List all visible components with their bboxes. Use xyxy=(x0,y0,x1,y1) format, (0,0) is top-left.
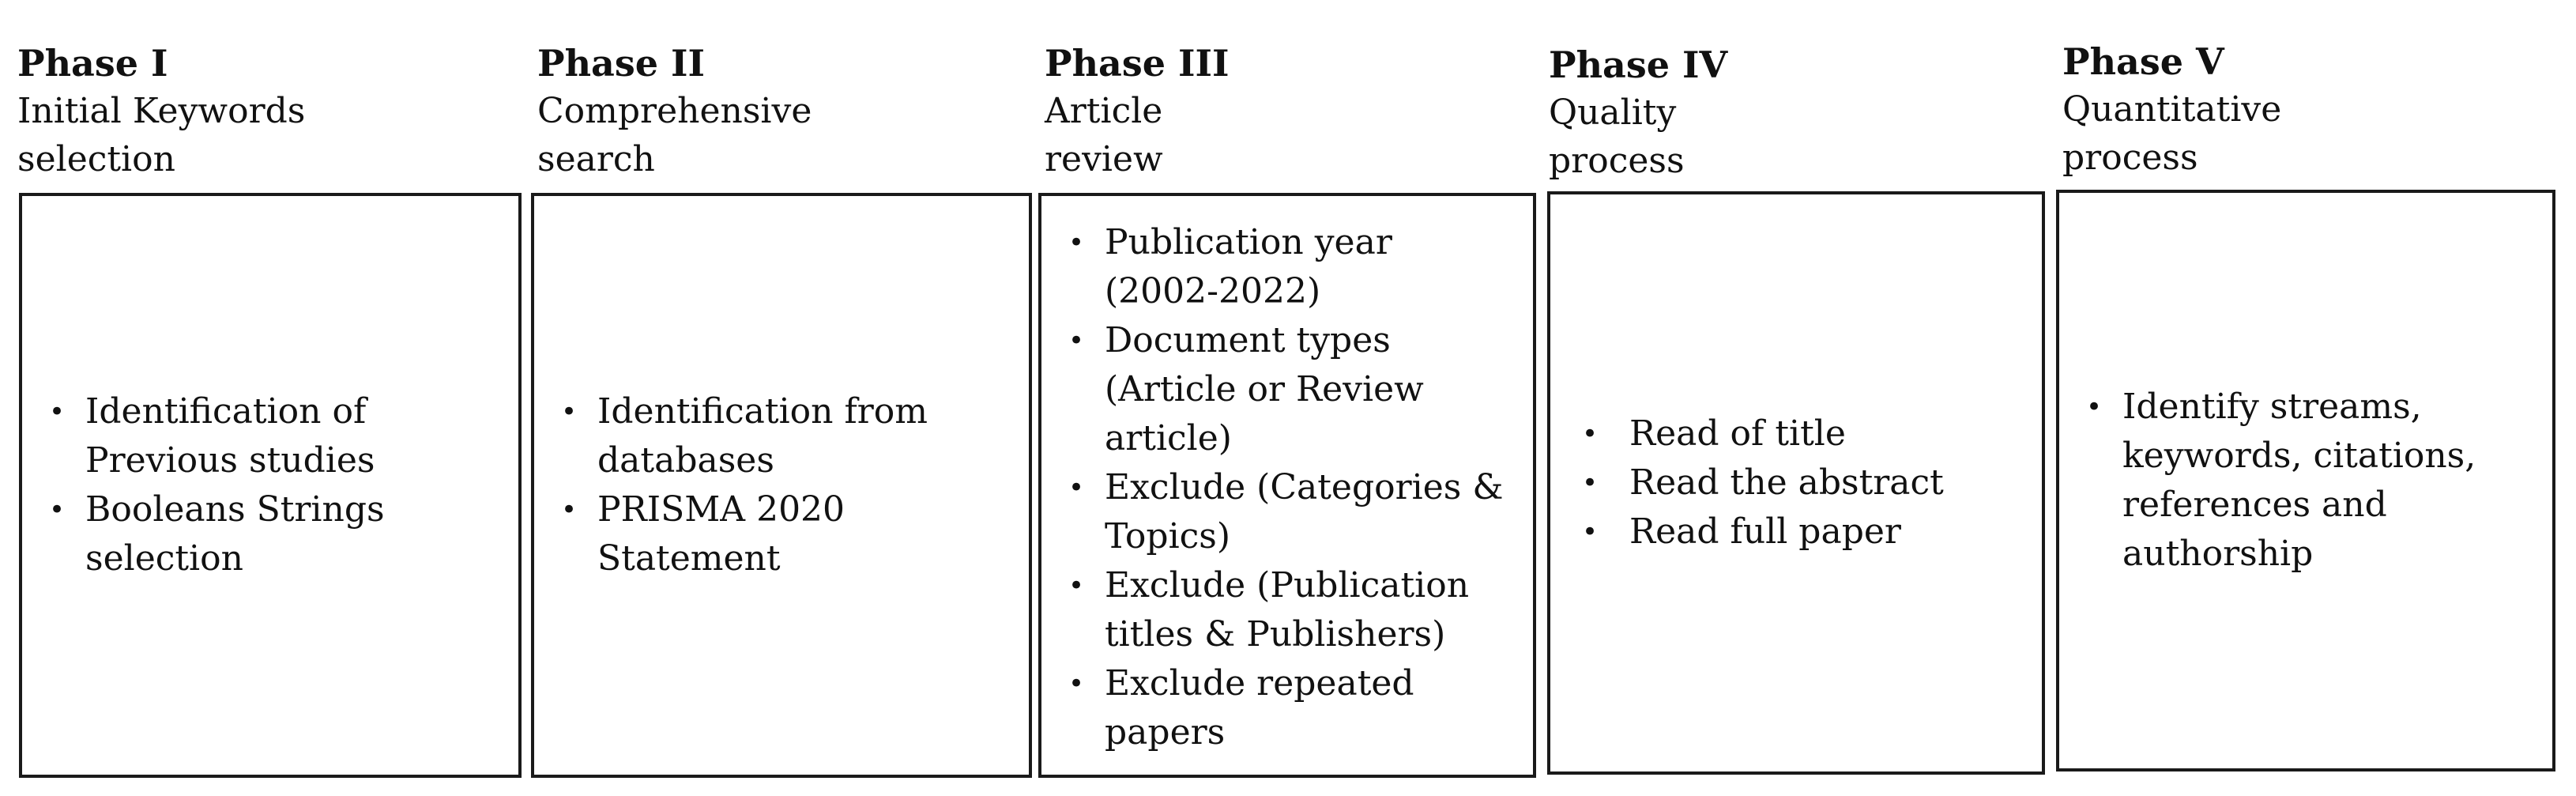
phase-item-list xyxy=(2081,383,2541,579)
phase-title: Phase III xyxy=(1045,42,1230,85)
phase-header-4 xyxy=(1549,41,2039,185)
bullet-icon: • xyxy=(49,494,66,526)
phase-box-1 xyxy=(19,193,522,778)
list-item: • Exclude repeated papers xyxy=(1064,659,1522,757)
list-item: • Identification from databases xyxy=(556,387,1018,485)
phase-item-list xyxy=(1064,218,1522,757)
list-item: • Exclude (Publication titles & Publishers) xyxy=(1064,561,1522,659)
phase-header-1 xyxy=(17,40,507,183)
list-item: • Read the abstract xyxy=(1572,458,2031,507)
list-item: • Exclude (Categories & Topics) xyxy=(1064,463,1522,561)
bullet-icon: • xyxy=(49,396,66,428)
phase-item-list xyxy=(556,387,1018,583)
list-item: • PRISMA 2020 Statement xyxy=(556,485,1018,583)
phase-description: Quality process xyxy=(1549,92,1685,181)
phase-box-5 xyxy=(2056,190,2555,771)
bullet-icon: • xyxy=(561,494,578,526)
list-item: • Read of title xyxy=(1572,409,2031,458)
phase-title: Phase IV xyxy=(1549,43,1728,86)
list-item: • Read full paper xyxy=(1572,507,2031,556)
phase-description: Initial Keywords selection xyxy=(17,91,306,179)
list-item: • Booleans Strings selection xyxy=(44,485,507,583)
bullet-icon: • xyxy=(1582,418,1599,450)
list-item: • Publication year (2002-2022) xyxy=(1064,218,1522,316)
phase-header-2 xyxy=(537,40,1027,183)
phase-title: Phase V xyxy=(2062,40,2224,83)
phase-header-3 xyxy=(1045,40,1535,183)
list-item: • Identification of Previous studies xyxy=(44,387,507,485)
phase-title: Phase I xyxy=(17,42,168,85)
phase-item-list xyxy=(44,387,507,583)
phase-box-4 xyxy=(1547,191,2045,775)
bullet-icon: • xyxy=(1582,516,1599,548)
phase-description: Quantitative process xyxy=(2062,89,2282,178)
bullet-icon: • xyxy=(561,396,578,428)
bullet-icon: • xyxy=(1068,668,1085,700)
phase-header-5 xyxy=(2062,38,2552,182)
phase-title: Phase II xyxy=(537,42,706,85)
list-item: • Document types (Article or Review article) xyxy=(1064,316,1522,463)
phase-box-2 xyxy=(531,193,1032,778)
bullet-icon: • xyxy=(1068,227,1085,258)
phase-description: Comprehensive search xyxy=(537,91,812,179)
list-item: • Identify streams, keywords, citations, references and authorship xyxy=(2081,383,2541,579)
bullet-icon: • xyxy=(1582,467,1599,499)
bullet-icon: • xyxy=(1068,570,1085,602)
bullet-icon: • xyxy=(1068,472,1085,504)
phase-item-list xyxy=(1572,409,2031,556)
bullet-icon: • xyxy=(1068,325,1085,357)
bullet-icon: • xyxy=(2086,391,2103,423)
phase-box-3 xyxy=(1038,193,1536,778)
phase-description: Article review xyxy=(1045,91,1163,179)
